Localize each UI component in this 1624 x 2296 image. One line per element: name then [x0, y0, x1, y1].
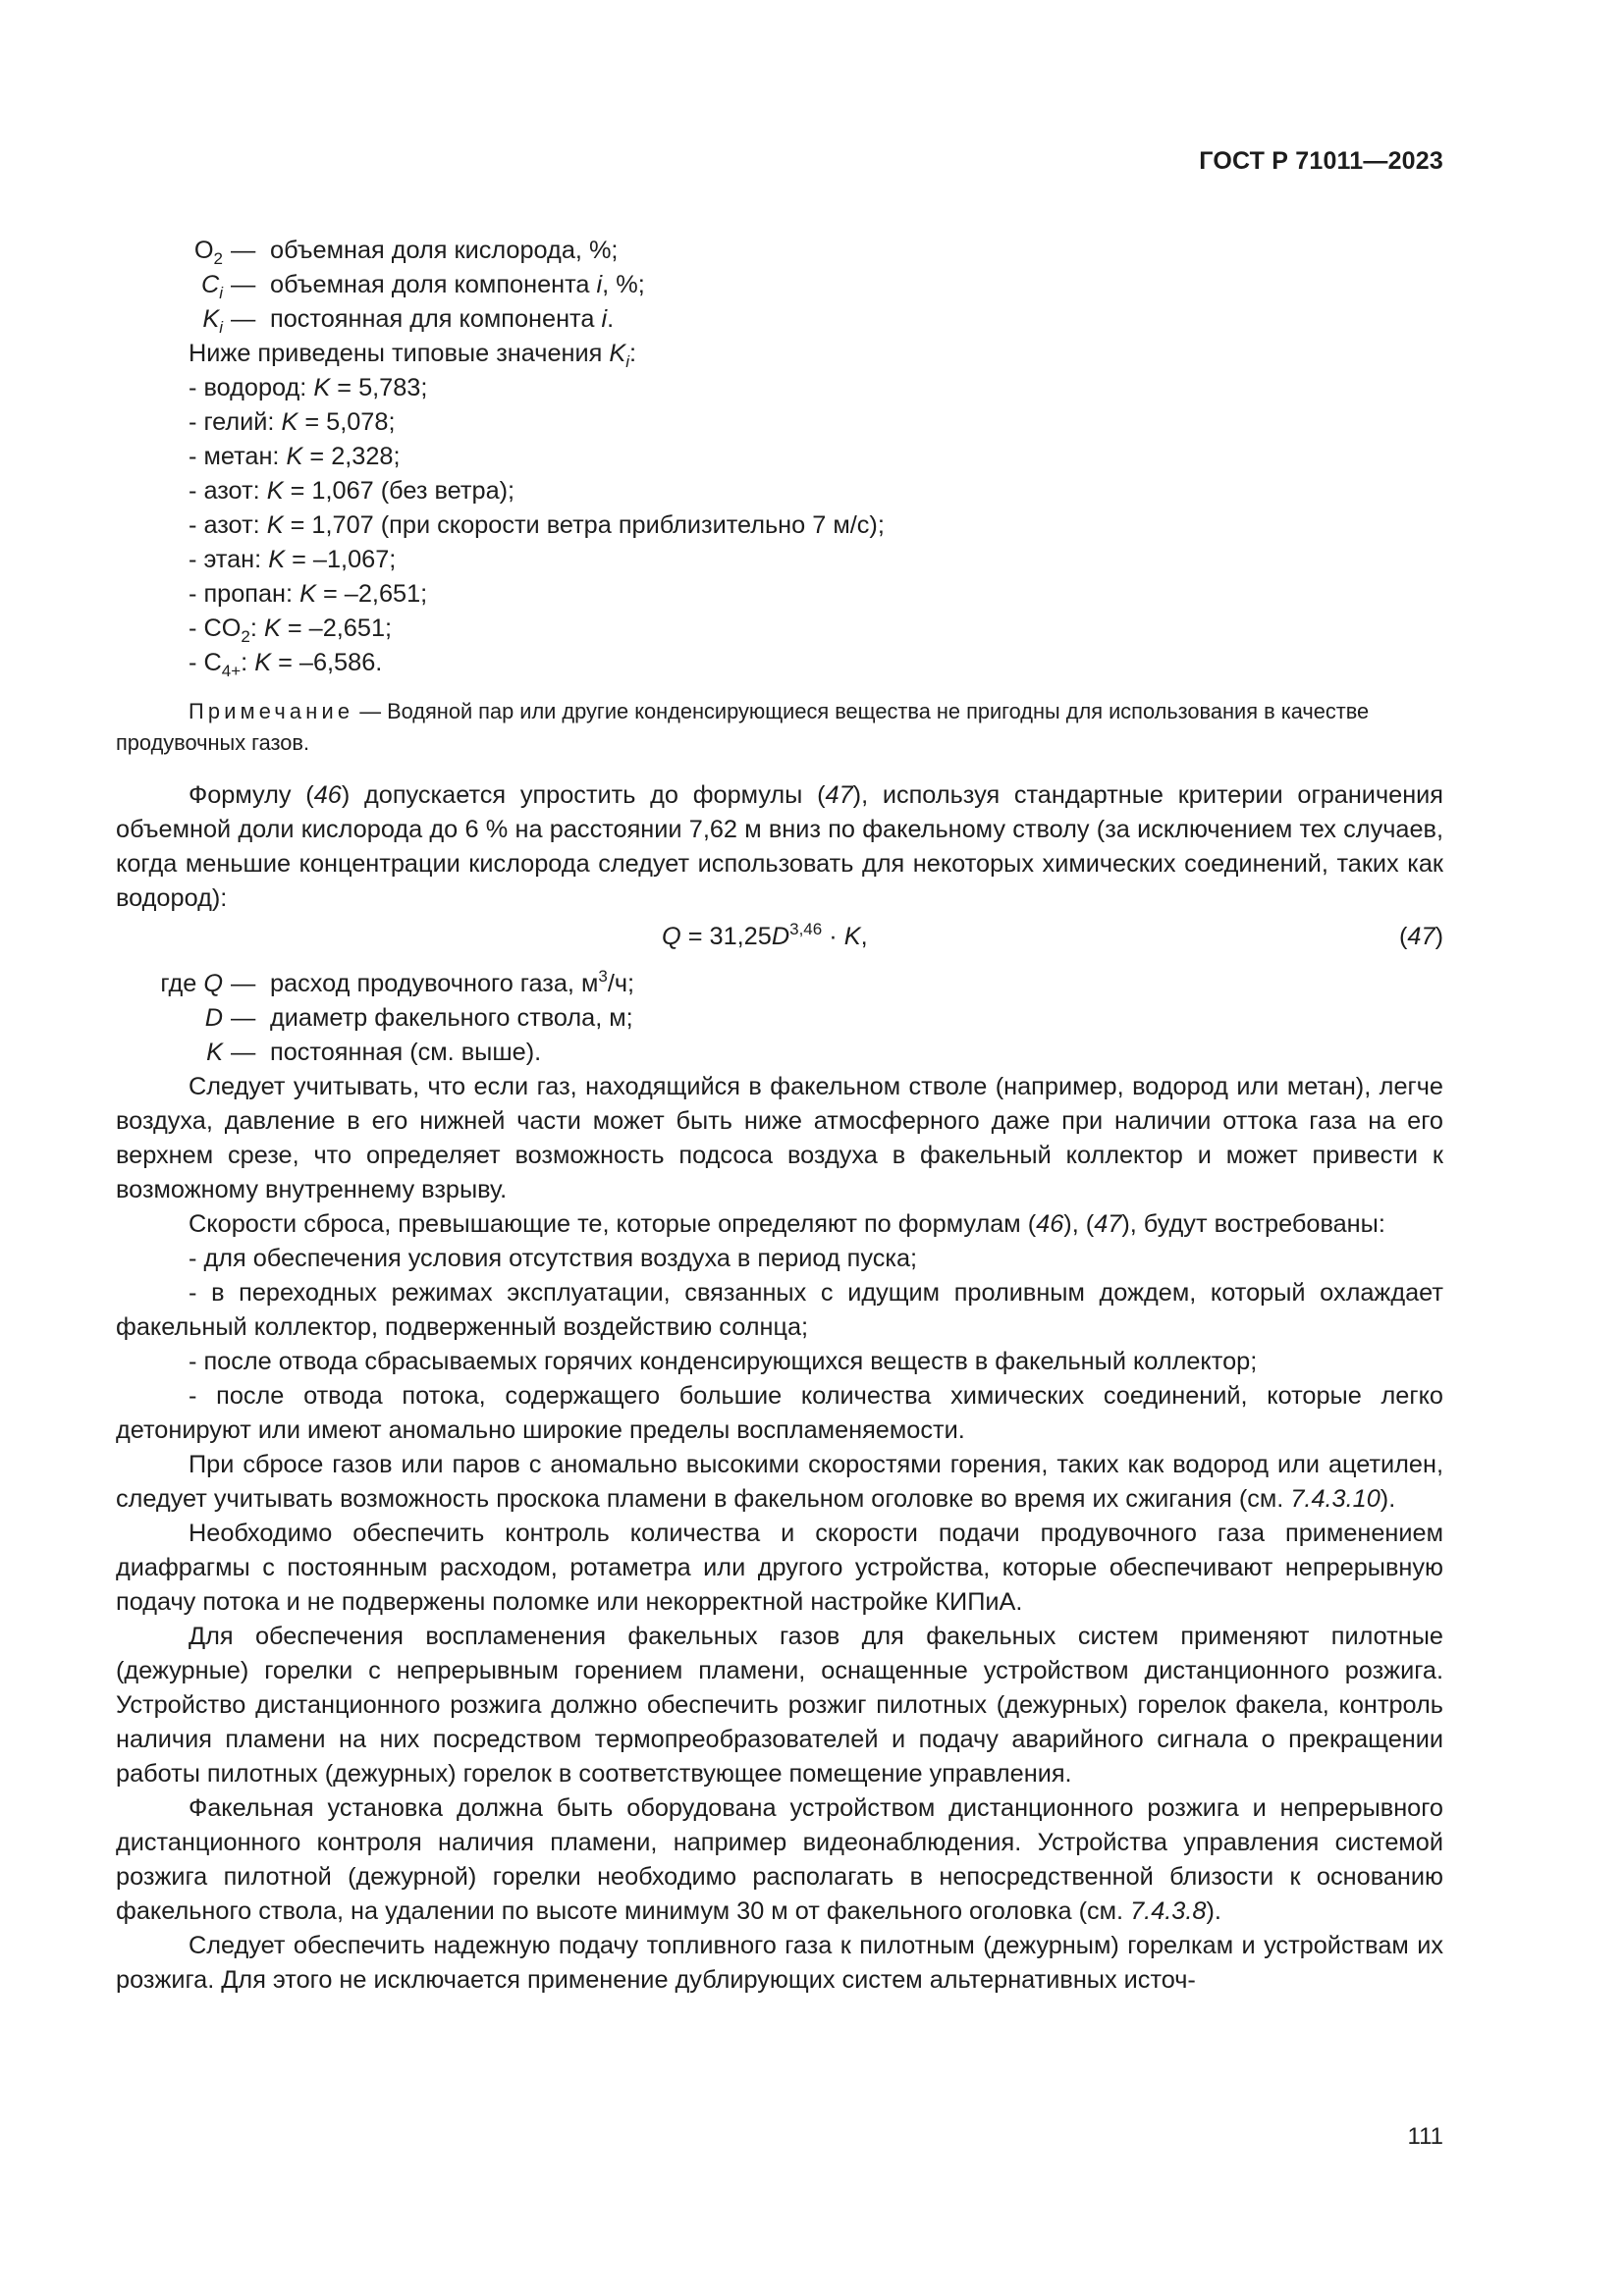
- definition-dash: —: [231, 1004, 256, 1032]
- page-number: 111: [1407, 2123, 1443, 2150]
- k-value-item: - водород: K = 5,783;: [189, 374, 428, 401]
- page-content: [116, 234, 1443, 1998]
- paragraph-pilot: Для обеспечения воспламенения факельных газов для факельных систем применяют пилотные (дежурные) горелки с непрерывным горением пламени, оснащенные устройством дистанционного розжига. Устройство дистанционного розжига должно обеспечить розжиг пилотных (дежурных) горелок факела, контроль наличия пламени на них посредством термопреобразователей и подачу аварийного сигнала о прекращении работы пилотных (дежурных) горелок в соответствующее помещение управления.: [116, 1623, 1443, 1788]
- rates-list-item: - для обеспечения условия отсутствия воздуха в период пуска;: [189, 1245, 918, 1272]
- paragraph-fuel: Следует обеспечить надежную подачу топливного газа к пилотным (дежурным) горелкам и устройствам их розжига. Для этого не исключается применение дублирующих систем альтернативных источ-: [116, 1932, 1443, 1994]
- rates-list-item: - в переходных режимах эксплуатации, связанных с идущим проливным дождем, который охлаждает факельный коллектор, подверженный воздействию солнца;: [116, 1279, 1443, 1341]
- definition-row: [116, 1001, 1443, 1036]
- definition-row: [116, 302, 1443, 337]
- definition-symbol: $O_2$: [193, 237, 223, 268]
- paragraph-control: Необходимо обеспечить контроль количества и скорости подачи продувочного газа применением диафрагмы с постоянным расходом, ротаметра или другого устройства, которые обеспечивают непрерывную подачу потока и не подвержены поломке или некорректной настройке КИПиА.: [116, 1520, 1443, 1616]
- paragraph-installation: Факельная установка должна быть оборудована устройством дистанционного розжига и непрерывного дистанционного контроля наличия пламени, например видеонаблюдения. Устройства управления системой розжига пилотной (дежурной) горелки необходимо располагать в непосредственной близости к основанию факельного ствола, на удалении по высоте минимум 30 м от факельного оголовка (см. 7.4.3.8).: [116, 1794, 1443, 1925]
- definition-symbol: где Q: [160, 970, 223, 997]
- definitions-top: [116, 234, 1443, 337]
- definition-text: расход продувочного газа, $м^3/ч$;: [270, 967, 635, 997]
- k-value-item: - пропан: K = –2,651;: [189, 580, 428, 608]
- k-value-item: - гелий: K = 5,078;: [189, 408, 396, 436]
- note-label: Примечание: [189, 699, 354, 723]
- definition-text: диаметр факельного ствола, м;: [270, 1004, 633, 1032]
- definition-row: [116, 268, 1443, 302]
- definition-symbol: D: [204, 1004, 223, 1032]
- k-value-item: - $C_{4+}$: K = –6,586.: [189, 649, 383, 680]
- definition-symbol: $K_i$: [202, 305, 223, 337]
- values-intro: Ниже приведены типовые значения $K_i$:: [189, 340, 637, 371]
- definition-text: объемная доля компонента i, %;: [270, 271, 645, 298]
- definition-dash: —: [231, 305, 256, 333]
- definition-row: [116, 967, 1443, 1001]
- note: [116, 696, 1443, 759]
- paragraph-formula-intro: Формулу (46) допускается упростить до формулы (47), используя стандартные критерии ограничения объемной доли кислорода до 6 % на расстоянии 7,62 м вниз по факельному стволу (за исключением тех случаев, когда меньшие концентрации кислорода следует использовать для некоторых химических соединений, таких как водород):: [116, 781, 1443, 912]
- note-text: — Водяной пар или другие конденсирующиеся вещества не пригодны для использования в качестве продувочных газов.: [116, 699, 1370, 755]
- k-value-item: - азот: K = 1,067 (без ветра);: [189, 477, 515, 505]
- definitions-bottom: [116, 967, 1443, 1070]
- definition-text: постоянная для компонента i.: [270, 305, 615, 333]
- k-value-item: - метан: K = 2,328;: [189, 443, 401, 470]
- definition-dash: —: [231, 271, 256, 298]
- definition-symbol: K: [206, 1039, 223, 1066]
- definition-dash: —: [231, 237, 256, 264]
- formula-47: [116, 920, 1443, 957]
- definition-text: постоянная (см. выше).: [270, 1039, 542, 1066]
- definition-symbol: $C_i$: [200, 271, 223, 302]
- k-value-item: - этан: K = –1,067;: [189, 546, 397, 573]
- definition-row: [116, 1036, 1443, 1070]
- formula-expression: $Q = 31,25D^{3,46} \cdot K$,: [662, 920, 868, 950]
- definition-row: [116, 234, 1443, 268]
- paragraph-high-speed: При сбросе газов или паров с аномально высокими скоростями горения, таких как водород или ацетилен, следует учитывать возможность проскока пламени в факельном оголовке во время их сжигания (см. 7.4.3.10).: [116, 1451, 1443, 1513]
- k-values-list: [116, 371, 1443, 680]
- paragraph-rates: Скорости сброса, превышающие те, которые определяют по формулам (46), (47), будут востребованы:: [189, 1210, 1385, 1238]
- rates-list-item: - после отвода сбрасываемых горячих конденсирующихся веществ в факельный коллектор;: [189, 1348, 1258, 1375]
- paragraph-light-gas: Следует учитывать, что если газ, находящийся в факельном стволе (например, водород или метан), легче воздуха, давление в его нижней части может быть ниже атмосферного даже при наличии оттока газа на его верхнем срезе, что определяет возможность подсоса воздуха в факельный коллектор и может привести к возможному внутреннему взрыву.: [116, 1073, 1443, 1203]
- definition-dash: —: [231, 970, 256, 997]
- definition-text: объемная доля кислорода, %;: [270, 237, 619, 264]
- rates-list-item: - после отвода потока, содержащего большие количества химических соединений, которые легко детонируют или имеют аномально широкие пределы воспламеняемости.: [116, 1382, 1443, 1444]
- standard-header: ГОСТ Р 71011—2023: [1199, 147, 1443, 175]
- k-value-item: - азот: K = 1,707 (при скорости ветра приблизительно 7 м/с);: [189, 511, 885, 539]
- formula-number: (47): [1398, 923, 1443, 950]
- definition-dash: —: [231, 1039, 256, 1066]
- k-value-item: - $CO_2$: K = –2,651;: [189, 614, 393, 646]
